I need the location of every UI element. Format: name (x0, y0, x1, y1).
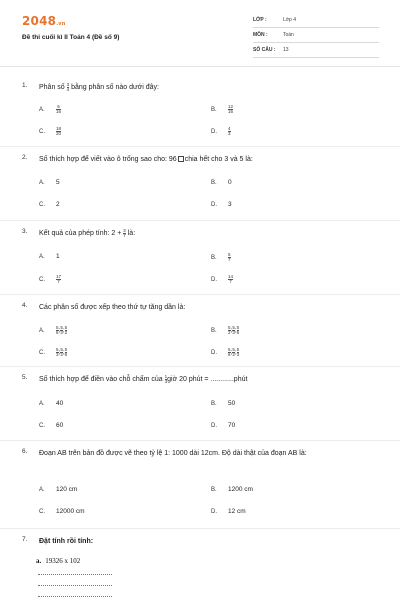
option-b[interactable]: B. $\frac{5}{7}$ (211, 252, 231, 262)
option-a[interactable]: A. 120 cm (39, 486, 78, 493)
option-d[interactable]: D. 3 (211, 201, 232, 208)
question-divider (0, 440, 400, 441)
exam-header (0, 0, 400, 64)
option-d[interactable]: D. 12 cm (211, 508, 246, 515)
question-text: Phân số $\frac{3}{4}$ bằng phân số nào dưới đây: (39, 81, 160, 92)
question-7: 7. Đặt tính rồi tính: (22, 536, 378, 596)
meta-class: LỚP : Lớp 4 (253, 14, 379, 28)
option-b[interactable]: B. 1200 cm (211, 486, 253, 493)
question-1: 1. Phân số $\frac{3}{4}$ bằng phân số nào dưới đây: A. $\frac{6}{16}$ B. $\frac{12}{16}$ C. $\frac{18}{20}$ D. $\frac{4}{3}$ (22, 82, 378, 142)
option-d[interactable]: D. 70 (211, 422, 236, 429)
answer-line[interactable] (38, 596, 112, 597)
option-d[interactable]: D. $\frac{4}{3}$ (211, 126, 231, 136)
meta-subject: MÔN : Toán (253, 29, 379, 43)
option-a[interactable]: A. $\frac{6}{16}$ (39, 104, 62, 114)
question-text: Các phân số được xếp theo thứ tự tăng dần là: (39, 304, 186, 311)
question-text: Số thích hợp để viết vào ô trống sao cho: 96 chia hết cho 3 và 5 là: (39, 156, 253, 163)
question-text: Đặt tính rồi tính: (39, 538, 94, 545)
sub-question-a: a. 19326 x 102 (36, 557, 81, 565)
option-c[interactable]: C. 2 (39, 201, 60, 208)
option-b[interactable]: B. 50 (211, 400, 236, 407)
question-divider (0, 528, 400, 529)
option-c[interactable]: C. 12000 cm (39, 508, 85, 515)
option-c[interactable]: C. $\frac{17}{7}$ (39, 274, 62, 284)
question-divider (0, 146, 400, 147)
exam-title: Đề thi cuối kì II Toán 4 (Đề số 9) (22, 34, 120, 41)
fraction: $\frac{3}{7}$ (123, 227, 126, 238)
site-logo[interactable]: 2048.vn (22, 14, 66, 28)
question-6: 6. Đoạn AB trên bản đồ được vẽ theo tỷ lệ 1: 1000 dài 12cm. Độ dài thật của đoạn AB là: A. 120 cm B. 1200 cm C. 12000 cm D. 12 cm (22, 448, 378, 520)
option-a[interactable]: A. $\frac{5}{6}$ ; $\frac{5}{3}$ ; $\frac{5}{2}$ (39, 325, 68, 335)
meta-question-count: SỐ CÂU : 13 (253, 44, 379, 58)
option-c[interactable]: C. $\frac{18}{20}$ (39, 126, 62, 136)
option-d[interactable]: D. $\frac{14}{7}$ (211, 274, 234, 284)
option-a[interactable]: A. 5 (39, 179, 60, 186)
question-divider (0, 220, 400, 221)
answer-line[interactable] (38, 574, 112, 575)
option-a[interactable]: A. 1 (39, 253, 60, 260)
question-2: 2. Số thích hợp để viết vào ô trống sao cho: 96 chia hết cho 3 và 5 là: A. 5 B. 0 C. 2 D. 3 (22, 154, 378, 214)
option-d[interactable]: D. $\frac{5}{6}$ ; $\frac{5}{2}$ ; $\frac{5}{3}$ (211, 347, 240, 357)
question-5: 5. Số thích hợp để điền vào chỗ chấm của $\frac{1}{3}$ giờ 20 phút = ............phút A. 40 B. 50 C. 60 D. 70 (22, 374, 378, 434)
option-c[interactable]: C. $\frac{5}{3}$ ; $\frac{5}{2}$ ; $\frac{5}{6}$ (39, 347, 68, 357)
question-text: Số thích hợp để điền vào chỗ chấm của $\frac{1}{3}$ giờ 20 phút = ............phút (39, 373, 248, 384)
question-divider (0, 366, 400, 367)
option-b[interactable]: B. $\frac{12}{16}$ (211, 104, 234, 114)
question-text: Đoạn AB trên bản đồ được vẽ theo tỷ lệ 1: 1000 dài 12cm. Độ dài thật của đoạn AB là: (39, 450, 307, 457)
empty-box-icon (178, 156, 184, 162)
question-4: 4. Các phân số được xếp theo thứ tự tăng dần là: A. $\frac{5}{6}$ ; $\frac{5}{3}$ ; $\frac{5}{2}$ B. $\frac{5}{2}$ ; $\frac{5}{3}$ ; $\frac{5}{6}$ C. $\frac{5}{3}$ ; $\frac{5}{2}$ ; $\frac{5}{6}$ D. $\frac{5}{6}$ ; $\frac{5}{2}$ ; $\frac{5}{3}$ (22, 302, 378, 362)
option-c[interactable]: C. 60 (39, 422, 64, 429)
fraction: $\frac{3}{4}$ (66, 81, 70, 92)
header-divider (0, 66, 400, 67)
fraction: $\frac{1}{3}$ (164, 373, 168, 384)
option-b[interactable]: B. $\frac{5}{2}$ ; $\frac{5}{3}$ ; $\frac{5}{6}$ (211, 325, 240, 335)
option-a[interactable]: A. 40 (39, 400, 64, 407)
question-text: Kết quả của phép tính: 2 + $\frac{3}{7}$ là: (39, 227, 136, 238)
option-b[interactable]: B. 0 (211, 179, 232, 186)
answer-line[interactable] (38, 585, 112, 586)
question-3: 3. Kết quả của phép tính: 2 + $\frac{3}{7}$ là: A. 1 B. $\frac{5}{7}$ C. $\frac{17}{7}$ D. $\frac{14}{7}$ (22, 228, 378, 288)
question-divider (0, 294, 400, 295)
